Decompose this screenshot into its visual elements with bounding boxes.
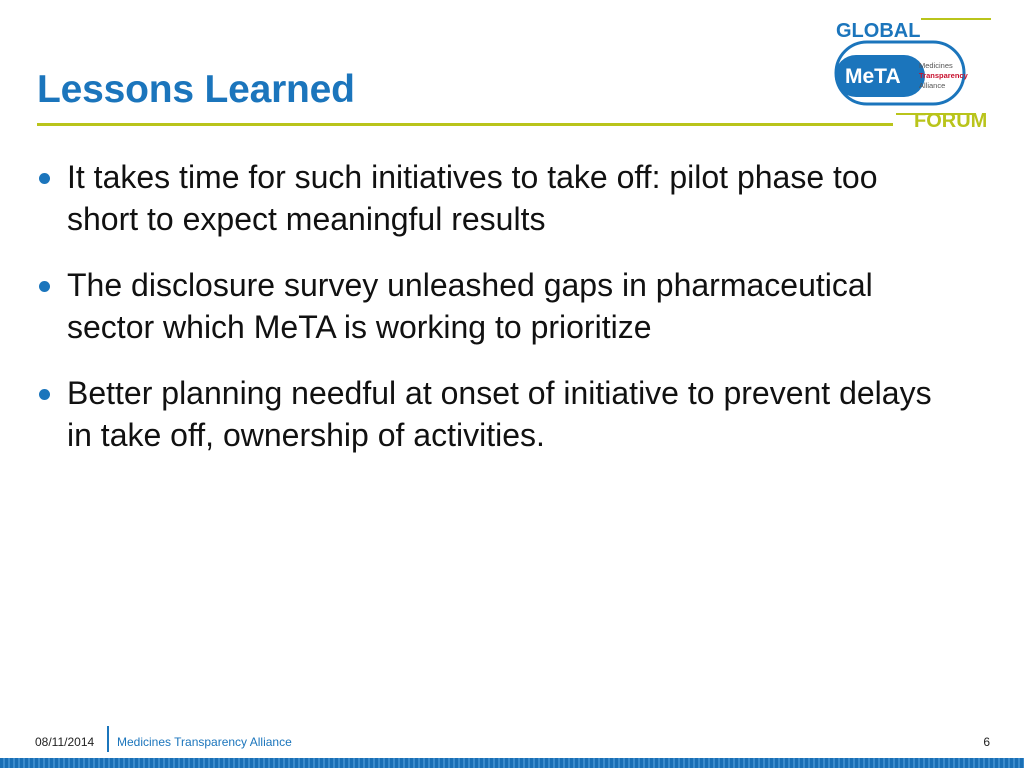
bottom-bar	[0, 758, 1024, 768]
logo-meta-text: MeTA	[845, 65, 901, 88]
footer-organization: Medicines Transparency Alliance	[117, 735, 292, 749]
bullet-item	[37, 372, 957, 456]
footer-separator	[107, 726, 109, 752]
footer-date: 08/11/2014	[35, 735, 95, 749]
bullet-dot-icon	[39, 389, 50, 400]
logo-line1: Medicines	[919, 61, 953, 70]
bullet-dot-icon	[39, 173, 50, 184]
page-number: 6	[983, 735, 990, 749]
bullet-text: The disclosure survey unleashed gaps in pharmaceutical sector which MeTA is working to prioritize	[67, 267, 873, 345]
logo-line2: Transparency	[919, 71, 968, 80]
title-divider	[37, 123, 893, 126]
logo-top-line	[921, 18, 991, 20]
bullet-text: It takes time for such initiatives to take off: pilot phase too short to expect meaningful results	[67, 159, 878, 237]
bullet-dot-icon	[39, 281, 50, 292]
bullet-list	[37, 156, 957, 480]
slide-footer	[0, 722, 1024, 758]
logo-forum-text: FORUM	[914, 110, 988, 132]
bullet-text: Better planning needful at onset of initiative to prevent delays in take off, ownership of activities.	[67, 375, 932, 453]
meta-global-forum-logo	[826, 10, 996, 132]
logo-global-text: GLOBAL	[836, 20, 921, 42]
slide-title: Lessons Learned	[37, 68, 355, 111]
bullet-item	[37, 264, 957, 348]
logo-line3: Alliance	[919, 81, 946, 90]
bullet-item	[37, 156, 957, 240]
